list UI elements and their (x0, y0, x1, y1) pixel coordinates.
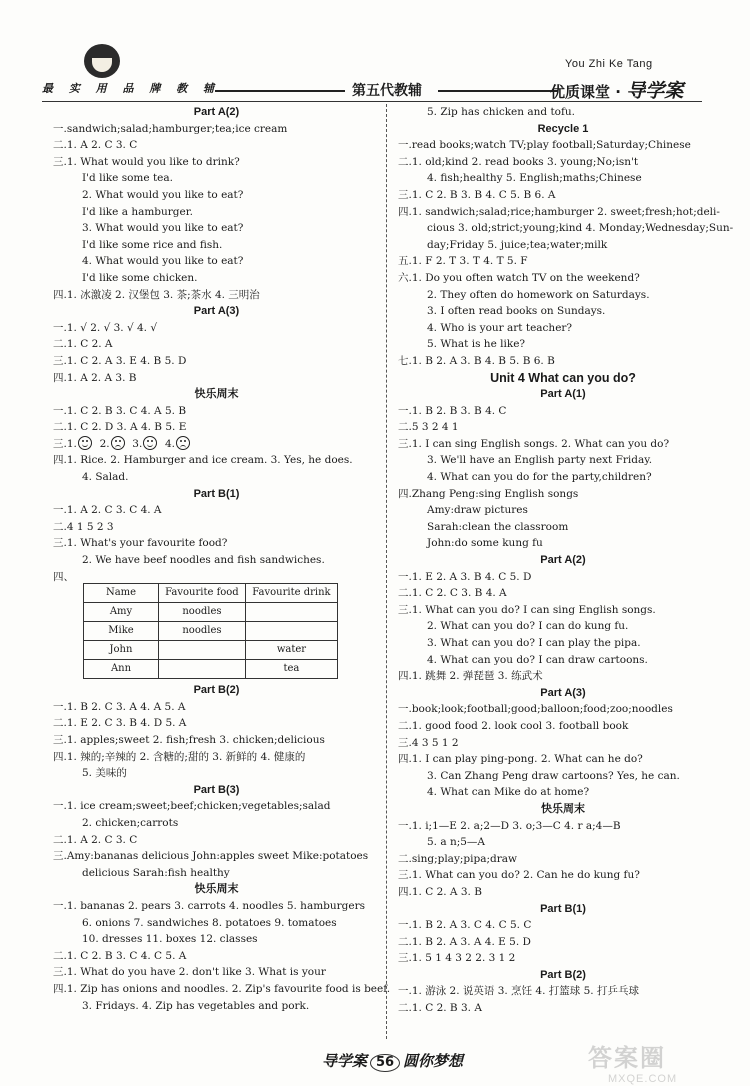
header-rule-left (215, 90, 345, 92)
logo-slogan: 最 实 用 品 牌 教 辅 (42, 82, 220, 95)
header-rule-right (438, 90, 558, 92)
answer-line: 二.1. E 2. C 3. B 4. D 5. A (53, 717, 187, 730)
section-heading: Unit 4 What can you do? (490, 370, 636, 385)
smiley-face-icon (143, 436, 157, 450)
answer-line-indented: 3. What would you like to eat? (82, 222, 244, 235)
face-number: 2. (99, 437, 110, 450)
answer-line-indented: 5. a n;5—A (427, 836, 486, 849)
answer-line: 一.1. bananas 2. pears 3. carrots 4. noodles 5. hamburgers (53, 899, 366, 912)
section-heading: Part B(3) (193, 783, 240, 796)
answer-line: 三.1. C 2. B 3. B 4. C 5. B 6. A (398, 188, 556, 201)
table-cell: noodles (159, 622, 246, 641)
table-cell (159, 641, 246, 660)
table-cell: Ann (84, 660, 159, 679)
answer-line-indented: delicious Sarah:fish healthy (82, 866, 230, 879)
face-number: 3. (132, 437, 143, 450)
answer-line: 四.1. Zip has onions and noodles. 2. Zip's favourite food is beef. (53, 982, 391, 995)
answer-line: 二.sing;play;pipa;draw (398, 852, 518, 865)
table-cell: John (84, 641, 159, 660)
section-heading: Part B(1) (540, 902, 586, 915)
answer-line: 三.1. apples;sweet 2. fish;fresh 3. chicken;delicious (53, 734, 325, 746)
answer-line: 四.Zhang Peng:sing English songs (398, 487, 579, 500)
table-header-cell: Favourite drink (245, 584, 337, 603)
answer-line-indented: I'd like some tea. (82, 172, 173, 185)
answer-line-indented: 4. fish;healthy 5. English;maths;Chinese (427, 172, 642, 185)
section-heading: Recycle 1 (537, 122, 589, 135)
section-heading: Part A(2) (540, 554, 586, 567)
answer-line: 二.1. A 2. C 3. C (53, 139, 138, 152)
answer-column-right (398, 104, 734, 1017)
answer-line-indented: 2. What can you do? I can do kung fu. (427, 620, 629, 633)
table-cell: noodles (159, 603, 246, 622)
answer-line: 三.1. What do you have 2. don't like 3. What is your (53, 966, 326, 979)
table-row (84, 622, 338, 641)
section-heading: Part B(2) (540, 968, 586, 981)
answer-line: 一.read books;watch TV;play football;Saturday;Chinese (398, 139, 691, 152)
answer-line: 二.4 1 5 2 3 (53, 520, 114, 533)
answer-line: 二.1. C 2. A (53, 338, 113, 351)
answer-line: 一.1. i;1—E 2. a;2—D 3. o;3—C 4. r a;4—B (398, 819, 621, 832)
answer-line: 二.1. A 2. C 3. C (53, 833, 138, 846)
answer-line: 三.1. What can you do? 2. Can he do kung fu? (398, 869, 640, 882)
section-heading: 快乐周末 (541, 802, 585, 815)
answer-line: 一.1. A 2. C 3. C 4. A (53, 504, 162, 517)
answer-line: 二.1. good food 2. look cool 3. football book (398, 719, 629, 732)
answer-line: 一.1. B 2. B 3. B 4. C (398, 404, 507, 417)
table-header-row (84, 584, 338, 603)
brand-dot: · (615, 83, 621, 101)
answer-line-indented: 2. They often do homework on Saturdays. (427, 288, 650, 301)
section-heading: Part B(1) (193, 487, 240, 500)
answer-line: 三.Amy:bananas delicious John:apples sweet Mike:potatoes (53, 850, 369, 863)
answer-line-indented: 4. What can Mike do at home? (427, 786, 590, 799)
watermark (588, 1038, 738, 1084)
footer-slogan (322, 1050, 463, 1072)
mascot-icon (84, 44, 120, 78)
answer-line: 四.1. A 2. A 3. B (53, 371, 137, 384)
answer-line: 七.1. B 2. A 3. B 4. B 5. B 6. B (398, 354, 555, 367)
answer-line: 五.1. F 2. T 3. T 4. T 5. F (398, 255, 528, 268)
answer-line-indented: 4. Salad. (82, 471, 129, 484)
answer-line: 二.1. old;kind 2. read books 3. young;No;isn't (398, 155, 639, 168)
answer-line-indented: 5. What is he like? (427, 338, 526, 351)
brand-pinyin: You Zhi Ke Tang (565, 58, 653, 70)
sad-face-icon (111, 436, 125, 450)
answer-line: 一.1. √ 2. √ 3. √ 4. √ (53, 321, 158, 334)
answer-line-indented: Amy:draw pictures (427, 504, 528, 517)
answer-line-indented: 4. What can you do? I can draw cartoons. (427, 653, 648, 666)
section-heading: 快乐周末 (194, 883, 239, 896)
footer-right-text: 圆你梦想 (403, 1052, 464, 1070)
table-cell: Amy (84, 603, 159, 622)
section-heading: Part B(2) (193, 684, 240, 697)
smiley-face-icon (78, 436, 92, 450)
table-cell (245, 622, 337, 641)
answer-line: 四.1. 跳舞 2. 弹琵琶 3. 练武术 (398, 670, 543, 683)
column-divider (386, 104, 387, 1039)
brand-name (550, 76, 683, 103)
section-heading: Part A(3) (193, 305, 240, 318)
answer-line: 四.1. sandwich;salad;rice;hamburger 2. sweet;fresh;hot;deli- (398, 205, 720, 218)
answer-line-indented: day;Friday 5. juice;tea;water;milk (427, 238, 608, 251)
page-header (0, 0, 750, 104)
answer-line: 三.1. 5 1 4 3 2 2. 3 1 2 (398, 952, 516, 965)
answer-line-indented: 2. We have beef noodles and fish sandwiches. (82, 554, 325, 567)
answer-line-indented: 2. chicken;carrots (82, 816, 179, 829)
answer-line: 一.1. 游泳 2. 说英语 3. 烹饪 4. 打篮球 5. 打乒乓球 (398, 985, 639, 998)
answer-line-indented: 3. I often read books on Sundays. (427, 305, 606, 318)
answer-line: 二.1. C 2. B 3. C 4. C 5. A (53, 949, 187, 962)
answer-line: 三.1. I can sing English songs. 2. What can you do? (398, 437, 670, 450)
brand-name-big: 导学案 (626, 80, 684, 102)
watermark-url: MXQE.COM (608, 1073, 678, 1085)
answer-line: 三.1. What can you do? I can sing English songs. (398, 603, 656, 616)
answer-line-indented: 4. What would you like to eat? (82, 255, 244, 268)
table-cell: water (245, 641, 337, 660)
section-heading: Part A(2) (193, 106, 240, 118)
brand-logo (42, 44, 222, 98)
header-underline (42, 101, 702, 102)
answer-line: 一.1. ice cream;sweet;beef;chicken;vegetables;salad (53, 800, 331, 813)
answer-line-indented: 6. onions 7. sandwiches 8. potatoes 9. tomatoes (82, 916, 337, 929)
table-row (84, 660, 338, 679)
series-title: 第五代教辅 (352, 83, 422, 99)
answer-line-indented: 4. Who is your art teacher? (427, 321, 573, 334)
answer-line-indented: 5. 美味的 (82, 767, 127, 780)
answer-line-indented: I'd like some chicken. (82, 271, 198, 284)
answer-line: 一.sandwich;salad;hamburger;tea;ice cream (53, 122, 288, 135)
answer-line: 二.1. C 2. D 3. A 4. B 5. E (53, 421, 187, 434)
question-label: 三. (53, 437, 67, 450)
answer-line-indented: 3. Can Zhang Peng draw cartoons? Yes, he can. (427, 769, 680, 782)
sad-face-icon (176, 436, 190, 450)
section-heading: Part A(3) (540, 686, 586, 699)
watermark-logo: 答案圈 (588, 1044, 666, 1072)
favourite-food-table (83, 583, 338, 679)
answer-line: 三.1. C 2. A 3. E 4. B 5. D (53, 354, 187, 367)
answer-line: 三.4 3 5 1 2 (398, 736, 459, 749)
answer-line: 四.1. I can play ping-pong. 2. What can he do? (398, 753, 643, 766)
face-number: 4. (165, 437, 176, 450)
answer-line (53, 436, 380, 453)
answer-line-indented: 4. What can you do for the party,children? (427, 471, 652, 484)
section-heading: Part A(1) (540, 388, 586, 401)
answer-line: 一.1. E 2. A 3. B 4. C 5. D (398, 570, 532, 583)
answer-column-left (53, 104, 391, 1014)
table-cell: Mike (84, 622, 159, 641)
page-number: 56 (370, 1054, 400, 1072)
answer-line: 四.1. 辣的;辛辣的 2. 含糖的;甜的 3. 新鲜的 4. 健康的 (53, 750, 306, 763)
table-cell: tea (245, 660, 337, 679)
answer-line: 一.1. B 2. A 3. C 4. C 5. C (398, 919, 532, 932)
answer-line: 二.1. B 2. A 3. A 4. E 5. D (398, 935, 531, 948)
table-cell (245, 603, 337, 622)
answer-line: 三.1. What's your favourite food? (53, 537, 228, 550)
answer-line-indented: 5. Zip has chicken and tofu. (427, 106, 575, 118)
table-row (84, 641, 338, 660)
question-label: 四、 (53, 570, 74, 583)
answer-line-indented: 2. What would you like to eat? (82, 188, 244, 201)
page-footer (0, 1040, 750, 1086)
answer-line-indented: 3. We'll have an English party next Friday. (427, 454, 653, 467)
table-header-cell: Name (84, 584, 159, 603)
table-cell (159, 660, 246, 679)
answer-line: 六.1. Do you often watch TV on the weekend? (398, 271, 640, 284)
table-header-cell: Favourite food (159, 584, 246, 603)
answer-line-indented: 10. dresses 11. boxes 12. classes (82, 933, 258, 946)
section-heading: 快乐周末 (194, 388, 239, 401)
answer-line-indented: 3. What can you do? I can play the pipa. (427, 637, 641, 649)
brand-name-small: 优质课堂 (550, 83, 611, 101)
answer-line-indented: John:do some kung fu (427, 537, 543, 550)
answer-line: 二.5 3 2 4 1 (398, 421, 459, 434)
answer-line: 二.1. C 2. C 3. B 4. A (398, 587, 507, 600)
answer-line-indented: cious 3. old;strict;young;kind 4. Monday;Wednesday;Sun- (427, 222, 734, 235)
answer-line-indented: I'd like a hamburger. (82, 205, 193, 218)
answer-line: 三.1. What would you like to drink? (53, 155, 240, 168)
answer-line: 一.book;look;football;good;balloon;food;zoo;noodles (398, 703, 673, 716)
answer-line: 四.1. Rice. 2. Hamburger and ice cream. 3. Yes, he does. (53, 454, 353, 467)
footer-left-text: 导学案 (322, 1052, 368, 1070)
answer-line: 二.1. C 2. B 3. A (398, 1002, 482, 1015)
face-number: 1. (66, 437, 77, 450)
answer-line: 四.1. 冰激凌 2. 汉堡包 3. 茶;茶水 4. 三明治 (53, 288, 260, 301)
answer-line-indented: Sarah:clean the classroom (427, 520, 569, 533)
answer-line: 四.1. C 2. A 3. B (398, 885, 482, 898)
answer-line-indented: 3. Fridays. 4. Zip has vegetables and pork. (82, 999, 310, 1012)
table-row (84, 603, 338, 622)
answer-line: 一.1. C 2. B 3. C 4. A 5. B (53, 404, 187, 417)
answer-line: 一.1. B 2. C 3. A 4. A 5. A (53, 700, 186, 713)
answer-line-indented: I'd like some rice and fish. (82, 238, 223, 251)
